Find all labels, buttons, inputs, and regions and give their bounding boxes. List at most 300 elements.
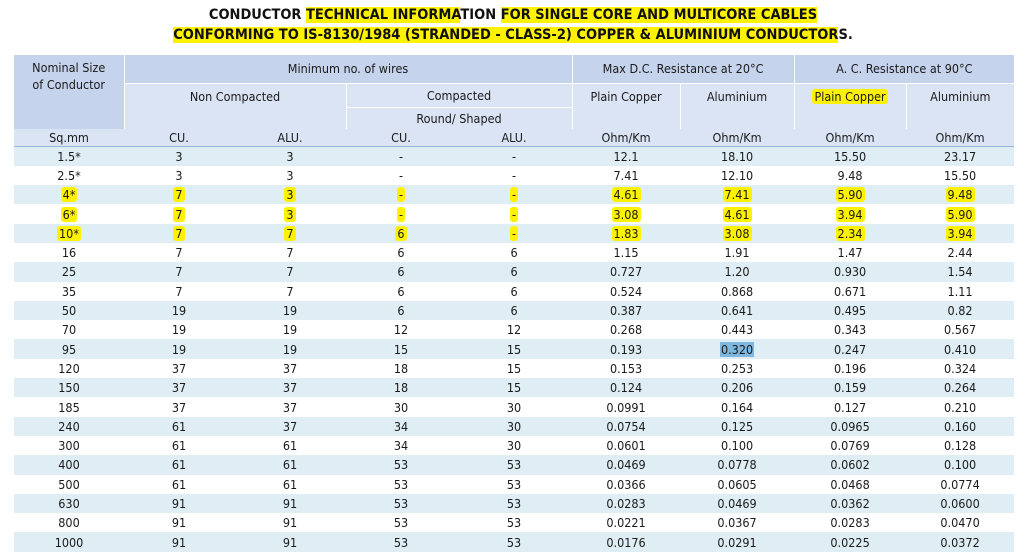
table-cell [680, 417, 794, 436]
title-text: TION [460, 7, 501, 23]
table-cell [906, 185, 1014, 204]
cell-value: 3.94 [947, 225, 973, 241]
cell-value: 7 [175, 206, 183, 222]
table-cell [234, 475, 346, 494]
table-cell [234, 417, 346, 436]
cell-value: 19 [171, 341, 187, 357]
table-cell [572, 436, 680, 455]
title-text: CONDUCTOR [208, 7, 307, 23]
cell-value: 53 [506, 476, 522, 492]
table-cell [346, 494, 456, 513]
table-cell [794, 204, 906, 223]
table-cell [906, 532, 1014, 551]
table-row [14, 320, 1014, 339]
cell-value: 6 [510, 264, 518, 280]
table-cell [680, 262, 794, 281]
cell-value: 0.160 [943, 418, 977, 434]
header-label: Round/ Shaped [416, 110, 502, 126]
conductor-table [14, 55, 1014, 552]
table-cell [906, 320, 1014, 339]
cell-value: 7 [175, 225, 183, 241]
cell-value: 34 [393, 418, 409, 434]
cell-value: 91 [171, 534, 187, 550]
cell-value: 3 [286, 167, 294, 183]
cell-value: 6 [397, 283, 405, 299]
table-cell [346, 417, 456, 436]
table-row [14, 339, 1014, 358]
cell-value: 0.210 [943, 399, 977, 415]
table-cell [906, 204, 1014, 223]
cell-value: 0.0176 [606, 534, 646, 550]
table-cell [124, 455, 234, 474]
cell-value: 7 [286, 283, 294, 299]
table-cell [346, 378, 456, 397]
cell-value: 7 [175, 187, 183, 203]
table-cell [234, 378, 346, 397]
table-row [14, 204, 1014, 223]
cell-value: 7 [286, 264, 294, 280]
table-cell [680, 455, 794, 474]
table-cell [906, 146, 1014, 166]
table-cell [14, 513, 124, 532]
cell-value: 53 [393, 457, 409, 473]
cell-value: 3 [175, 167, 183, 183]
table-row [14, 436, 1014, 455]
table-cell [456, 339, 572, 358]
table-cell [456, 455, 572, 474]
table-cell [794, 378, 906, 397]
dc-aluminium-header [680, 83, 794, 129]
table-cell [794, 339, 906, 358]
cell-value: 37 [171, 399, 187, 415]
cell-value: 0.100 [720, 438, 754, 454]
unit-cu-compacted: CU. [346, 129, 456, 146]
table-cell [906, 494, 1014, 513]
table-cell [906, 301, 1014, 320]
cell-value: 6 [510, 303, 518, 319]
table-cell [456, 532, 572, 551]
cell-value: - [511, 225, 517, 241]
ac-aluminium-header [906, 83, 1014, 129]
title-highlight: TOR [808, 27, 839, 43]
cell-value: 61 [282, 438, 298, 454]
table-row [14, 146, 1014, 166]
cell-value: 6 [510, 245, 518, 261]
cell-value: 12 [506, 322, 522, 338]
table-cell [572, 262, 680, 281]
table-cell [456, 204, 572, 223]
cell-value: 0.641 [720, 303, 754, 319]
cell-value: 0.0468 [830, 476, 870, 492]
table-cell [14, 224, 124, 243]
table-cell [572, 417, 680, 436]
cell-value: 240 [58, 418, 80, 434]
table-cell [124, 339, 234, 358]
table-cell [794, 475, 906, 494]
cell-value: 15 [506, 360, 522, 376]
unit-ohm-ac-cu: Ohm/Km [794, 129, 906, 146]
cell-value: 0.0283 [830, 515, 870, 531]
cell-value: 0.0774 [940, 476, 980, 492]
table-row [14, 185, 1014, 204]
table-cell [346, 339, 456, 358]
cell-value: 0.443 [720, 322, 754, 338]
table-cell [680, 320, 794, 339]
cell-value: 0.125 [720, 418, 754, 434]
cell-value: 0.100 [943, 457, 977, 473]
table-cell [794, 494, 906, 513]
cell-value: - [511, 148, 517, 164]
cell-value: 37 [282, 418, 298, 434]
table-cell [124, 166, 234, 185]
cell-value: 0.196 [833, 360, 867, 376]
cell-value: 53 [506, 515, 522, 531]
cell-value: 18 [393, 360, 409, 376]
table-cell [346, 282, 456, 301]
table-cell [794, 262, 906, 281]
table-cell [572, 532, 680, 551]
cell-value: 1.83 [613, 225, 639, 241]
cell-value: 91 [171, 495, 187, 511]
title-highlight: CABLES [760, 7, 818, 23]
table-cell [124, 475, 234, 494]
table-cell [680, 301, 794, 320]
table-cell [572, 224, 680, 243]
table-cell [572, 301, 680, 320]
nominal-size-header [14, 55, 124, 129]
table-cell [906, 262, 1014, 281]
table-cell [346, 185, 456, 204]
cell-value: 0.82 [947, 303, 973, 319]
cell-value: 30 [506, 438, 522, 454]
table-cell [456, 166, 572, 185]
table-cell [234, 339, 346, 358]
cell-value: - [511, 206, 517, 222]
table-cell [14, 359, 124, 378]
table-cell [906, 339, 1014, 358]
cell-value: 150 [58, 380, 80, 396]
table-cell [906, 243, 1014, 262]
table-cell [14, 146, 124, 166]
table-cell [124, 513, 234, 532]
cell-value: - [398, 187, 404, 203]
cell-value: - [398, 148, 404, 164]
table-cell [794, 513, 906, 532]
table-cell [572, 359, 680, 378]
cell-value: 0.495 [833, 303, 867, 319]
table-cell [124, 185, 234, 204]
table-cell [794, 166, 906, 185]
cell-value: 37 [171, 380, 187, 396]
table-row [14, 494, 1014, 513]
cell-value: 800 [58, 515, 80, 531]
table-cell [124, 532, 234, 551]
table-cell [346, 532, 456, 551]
header-label: Non Compacted [189, 88, 281, 104]
cell-value: 10* [59, 225, 79, 241]
table-cell [906, 378, 1014, 397]
cell-value: 3 [286, 187, 294, 203]
header-label: Compacted [426, 87, 492, 103]
table-row [14, 532, 1014, 551]
table-cell [906, 282, 1014, 301]
table-cell [346, 359, 456, 378]
table-row [14, 513, 1014, 532]
table-cell [124, 320, 234, 339]
cell-value: 1.5* [57, 148, 81, 164]
table-cell [572, 339, 680, 358]
cell-value: 61 [171, 457, 187, 473]
table-cell [346, 455, 456, 474]
table-cell [346, 146, 456, 166]
cell-value: 6 [510, 283, 518, 299]
cell-value: 12.1 [613, 148, 639, 164]
table-cell [14, 301, 124, 320]
min-wires-header [124, 55, 572, 83]
cell-value: 7 [175, 283, 183, 299]
table-cell [124, 397, 234, 416]
table-cell [794, 436, 906, 455]
cell-value: 61 [282, 476, 298, 492]
table-cell [234, 185, 346, 204]
table-cell [680, 397, 794, 416]
table-row [14, 378, 1014, 397]
title-highlight: TECHNICAL INFORMA [306, 7, 461, 23]
table-cell [572, 513, 680, 532]
header-label: Minimum no. of wires [287, 61, 409, 77]
table-cell [346, 397, 456, 416]
table-cell [456, 224, 572, 243]
cell-value: 500 [58, 476, 80, 492]
unit-ohm-dc-cu: Ohm/Km [572, 129, 680, 146]
table-cell [456, 359, 572, 378]
cell-value: 16 [61, 245, 77, 261]
cell-value: 37 [282, 380, 298, 396]
table-cell [234, 224, 346, 243]
cell-value: 35 [61, 283, 77, 299]
cell-value: 18 [393, 380, 409, 396]
table-cell [572, 320, 680, 339]
table-cell [14, 417, 124, 436]
cell-value: 61 [171, 438, 187, 454]
cell-value: 7.41 [613, 167, 639, 183]
table-cell [14, 436, 124, 455]
cell-value: 0.524 [609, 283, 643, 299]
table-cell [234, 513, 346, 532]
table-row [14, 243, 1014, 262]
dc-plain-copper-header [572, 83, 680, 129]
cell-value: 2.44 [947, 245, 973, 261]
cell-value: 53 [506, 495, 522, 511]
cell-value: 0.0221 [606, 515, 646, 531]
cell-value: 0.0605 [717, 476, 757, 492]
table-cell [794, 532, 906, 551]
table-cell [794, 301, 906, 320]
cell-value: 0.0291 [717, 534, 757, 550]
cell-value: 5.90 [837, 187, 863, 203]
table-cell [456, 243, 572, 262]
cell-value: 7 [175, 245, 183, 261]
cell-value: 1.47 [837, 245, 863, 261]
table-cell [906, 417, 1014, 436]
cell-value: 3 [286, 148, 294, 164]
table-cell [14, 378, 124, 397]
cell-value: 61 [171, 476, 187, 492]
table-row [14, 224, 1014, 243]
table-cell [572, 282, 680, 301]
cell-value: 3 [286, 206, 294, 222]
table-cell [346, 436, 456, 455]
cell-value: 3 [175, 148, 183, 164]
max-dc-header [572, 55, 794, 83]
table-row [14, 475, 1014, 494]
cell-value: 0.253 [720, 360, 754, 376]
table-cell [456, 417, 572, 436]
cell-value: 50 [61, 303, 77, 319]
table-cell [572, 204, 680, 223]
table-cell [794, 455, 906, 474]
cell-value: 91 [282, 515, 298, 531]
table-cell [14, 494, 124, 513]
cell-value: 91 [282, 534, 298, 550]
table-body [14, 146, 1014, 552]
table-cell [794, 397, 906, 416]
cell-value: 61 [282, 457, 298, 473]
document-title [0, 5, 1026, 45]
table-cell [680, 166, 794, 185]
cell-value: 0.247 [833, 341, 867, 357]
cell-value: 4.61 [724, 206, 750, 222]
table-cell [456, 146, 572, 166]
table-cell [14, 397, 124, 416]
table-cell [14, 475, 124, 494]
cell-value: 6* [62, 206, 76, 222]
cell-value: 0.387 [609, 303, 643, 319]
cell-value: 30 [393, 399, 409, 415]
table-cell [14, 320, 124, 339]
cell-value: 7.41 [724, 187, 750, 203]
table-cell [456, 436, 572, 455]
table-cell [14, 185, 124, 204]
cell-value: 0.0600 [940, 495, 980, 511]
header-label: A. C. Resistance at 90°C [836, 61, 973, 77]
cell-value: 0.0778 [717, 457, 757, 473]
table-cell [346, 166, 456, 185]
cell-value: 18.10 [720, 148, 754, 164]
table-cell [680, 532, 794, 551]
cell-value: 6 [397, 245, 405, 261]
cell-value: 1.91 [724, 245, 750, 261]
cell-value: 2.34 [837, 225, 863, 241]
table-cell [234, 243, 346, 262]
header-label: Aluminium [930, 88, 991, 104]
cell-value: 6 [397, 225, 405, 241]
table-cell [124, 282, 234, 301]
cell-value: 0.0769 [830, 438, 870, 454]
table-cell [14, 262, 124, 281]
cell-value: 0.930 [833, 264, 867, 280]
table-cell [124, 224, 234, 243]
non-compacted-header [124, 83, 346, 129]
cell-value: 7 [175, 264, 183, 280]
table-cell [572, 475, 680, 494]
cell-value: 15 [506, 380, 522, 396]
table-cell [14, 339, 124, 358]
cell-value: 0.0362 [830, 495, 870, 511]
table-cell [234, 359, 346, 378]
header-label: Nominal Size [32, 60, 106, 75]
table-cell [234, 532, 346, 551]
table-cell [234, 166, 346, 185]
table-cell [794, 243, 906, 262]
table-cell [906, 513, 1014, 532]
table-cell [572, 185, 680, 204]
table-cell [906, 224, 1014, 243]
cell-value: 0.0366 [606, 476, 646, 492]
table-cell [456, 301, 572, 320]
table-cell [124, 204, 234, 223]
table-cell [680, 359, 794, 378]
table-cell [906, 397, 1014, 416]
cell-value: 0.0283 [606, 495, 646, 511]
table-cell [234, 282, 346, 301]
table-row [14, 262, 1014, 281]
table-cell [346, 262, 456, 281]
cell-value: 0.0601 [606, 438, 646, 454]
title-highlight: FOR SINGLE CORE AND MULTICORE [500, 7, 761, 23]
table-row [14, 455, 1014, 474]
table-cell [680, 494, 794, 513]
cell-value: 0.193 [609, 341, 643, 357]
cell-value: 19 [282, 322, 298, 338]
table-row [14, 301, 1014, 320]
cell-value: 3.08 [724, 225, 750, 241]
cell-value: 15.50 [943, 167, 977, 183]
cell-value: 0.567 [943, 322, 977, 338]
table-cell [680, 243, 794, 262]
cell-value: 5.90 [947, 206, 973, 222]
cell-value: 1.54 [947, 264, 973, 280]
table-row [14, 417, 1014, 436]
cell-value: 19 [171, 322, 187, 338]
cell-value: 0.264 [943, 380, 977, 396]
cell-value: 0.0602 [830, 457, 870, 473]
table-cell [234, 204, 346, 223]
table-cell [346, 204, 456, 223]
table-cell [234, 320, 346, 339]
cell-value: 0.268 [609, 322, 643, 338]
table-cell [234, 494, 346, 513]
table-cell [456, 494, 572, 513]
ac-resistance-header [794, 55, 1014, 83]
unit-cu: CU. [124, 129, 234, 146]
table-cell [794, 185, 906, 204]
cell-value: 15 [393, 341, 409, 357]
cell-value: 0.868 [720, 283, 754, 299]
cell-value: 53 [393, 515, 409, 531]
table-cell [346, 513, 456, 532]
table-cell [124, 301, 234, 320]
cell-value: 37 [171, 360, 187, 376]
unit-sqmm: Sq.mm [14, 129, 124, 146]
cell-value: 12.10 [720, 167, 754, 183]
cell-value: 0.0372 [940, 534, 980, 550]
unit-ohm-ac-alu: Ohm/Km [906, 129, 1014, 146]
table-cell [456, 378, 572, 397]
table-row [14, 397, 1014, 416]
cell-value: 91 [282, 495, 298, 511]
table-cell [680, 204, 794, 223]
